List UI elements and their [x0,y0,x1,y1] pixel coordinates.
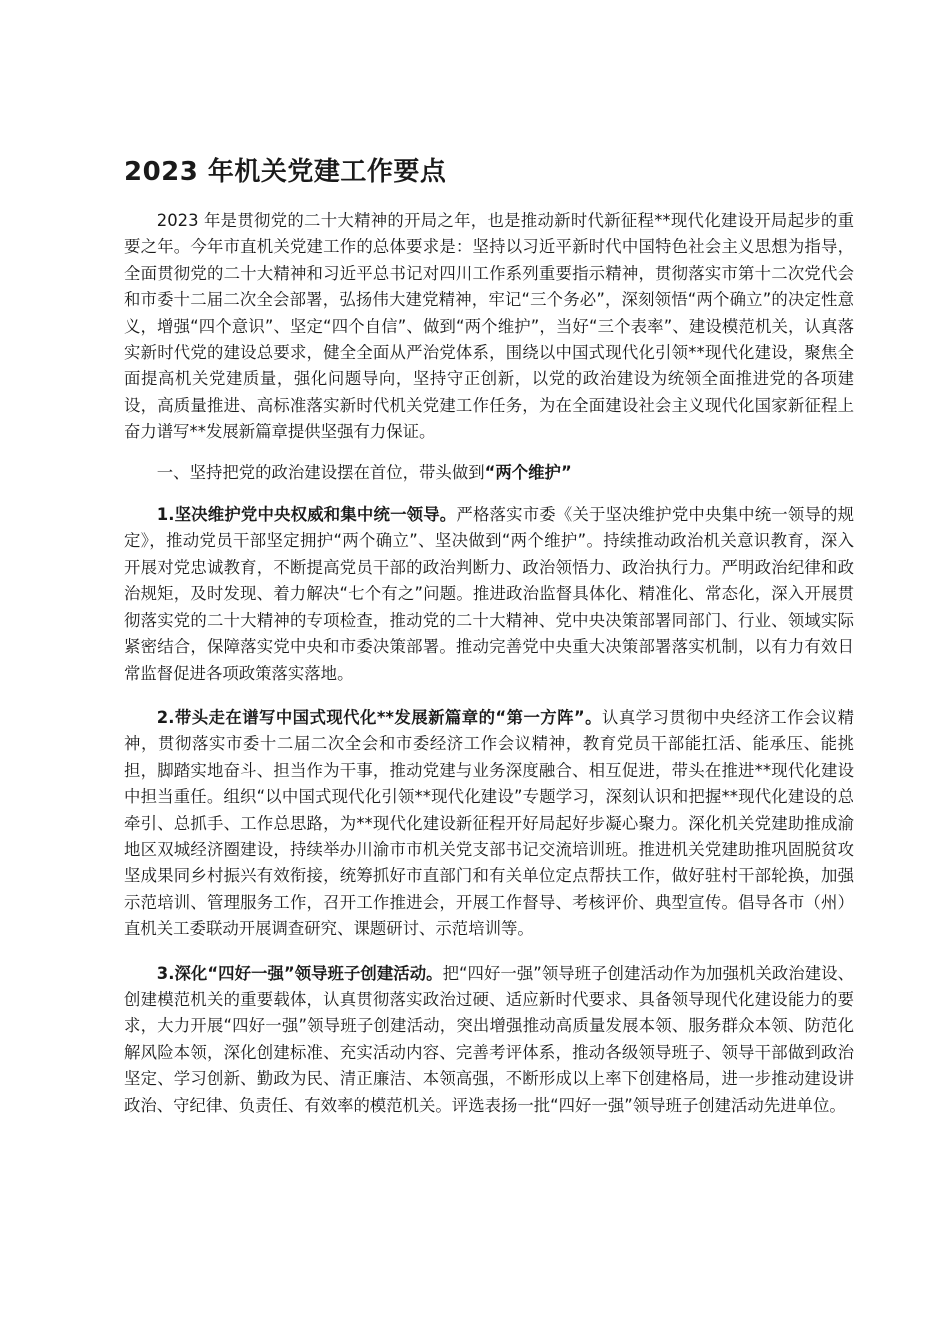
section-heading-1 [124,460,854,486]
section-heading-quote: “两个维护” [484,462,572,482]
item-paragraph-1 [124,502,854,687]
section-heading-text: 一、坚持把党的政治建设摆在首位，带头做到 [156,462,485,482]
document-title: 2023 年机关党建工作要点 [124,157,447,187]
item-paragraph-3 [124,961,854,1119]
document-page [124,150,854,1119]
item-body-2: 认真学习贯彻中央经济工作会议精神，贯彻落实市委十二届二次全会和市委经济工作会议精神，教育党员干部能扛活、能承压、能挑担，脚踏实地奋斗、担当作为干事，推动党建与业务深度融合、相互促进，带头在推进**现代化建设中担当重任。组织“以中国式现代化引领**现代化建设”专题学习，深刻认识和把握**现代化建设的总牵引、总抓手、工作总思路，为**现代化建设新征程开好局起好步凝心聚力。深化机关党建助推成渝地区双城经济圈建设，持续举办川渝市市机关党支部书记交流培训班。推进机关党建助推巩固脱贫攻坚成果同乡村振兴有效衔接，统筹抓好市直部门和有关单位定点帮扶工作，做好驻村干部轮换，加强示范培训、管理服务工作，召开工作推进会，开展工作督导、考核评价、典型宣传。倡导各市（州）直机关工委联动开展调查研究、课题研讨、示范培训等。 [124,707,855,939]
item-title-3: 3.深化“四好一强”领导班子创建活动。 [156,963,443,983]
item-body-3: 把“四好一强”领导班子创建活动作为加强机关政治建设、创建模范机关的重要载体，认真贯彻落实政治过硬、适应新时代要求、具备领导现代化建设能力的要求，大力开展“四好一强”领导班子创建活动，突出增强推动高质量发展本领、服务群众本领、防范化解风险本领，深化创建标准、充实活动内容、完善考评体系，推动各级领导班子、领导干部做到政治坚定、学习创新、勤政为民、清正廉洁、本领高强，不断形成以上率下创建格局，进一步推动建设讲政治、守纪律、负责任、有效率的模范机关。评选表扬一批“四好一强”领导班子创建活动先进单位。 [124,963,854,1115]
item-body-1: 严格落实市委《关于坚决维护党中央集中统一领导的规定》，推动党员干部坚定拥护“两个确立”、坚决做到“两个维护”。持续推动政治机关意识教育，深入开展对党忠诚教育，不断提高党员干部的政治判断力、政治领悟力、政治执行力。严明政治纪律和政治规矩，及时发现、着力解决“七个有之”问题。推进政治监督具体化、精准化、常态化，深入开展贯彻落实党的二十大精神的专项检查，推动党的二十大精神、党中央决策部署同部门、行业、领域实际紧密结合，保障落实党中央和市委决策部署。推动完善党中央重大决策部署落实机制，以有力有效日常监督促进各项政策落实落地。 [124,505,854,683]
item-title-2: 2.带头走在谱写中国式现代化**发展新篇章的“第一方阵”。 [156,707,602,727]
item-title-1: 1.坚决维护党中央权威和集中统一领导。 [156,505,457,525]
intro-paragraph: 2023 年是贯彻党的二十大精神的开局之年，也是推动新时代新征程**现代化建设开局起步的重要之年。今年市直机关党建工作的总体要求是：坚持以习近平新时代中国特色社会主义思想为指导，全面贯彻党的二十大精神和习近平总书记对四川工作系列重要指示精神，贯彻落实市第十二次党代会和市委十二届二次全会部署，弘扬伟大建党精神，牢记“三个务必”，深刻领悟“两个确立”的决定性意义，增强“四个意识”、坚定“四个自信”、做到“两个维护”，当好“三个表率”、建设模范机关，认真落实新时代党的建设总要求，健全全面从严治党体系，围绕以中国式现代化引领**现代化建设，聚焦全面提高机关党建质量，强化问题导向，坚持守正创新，以党的政治建设为统领全面推进党的各项建设，高质量推进、高标准落实新时代机关党建工作任务，为在全面建设社会主义现代化国家新征程上奋力谱写**发展新篇章提供坚强有力保证。 [124,211,854,442]
item-paragraph-2 [124,705,854,943]
